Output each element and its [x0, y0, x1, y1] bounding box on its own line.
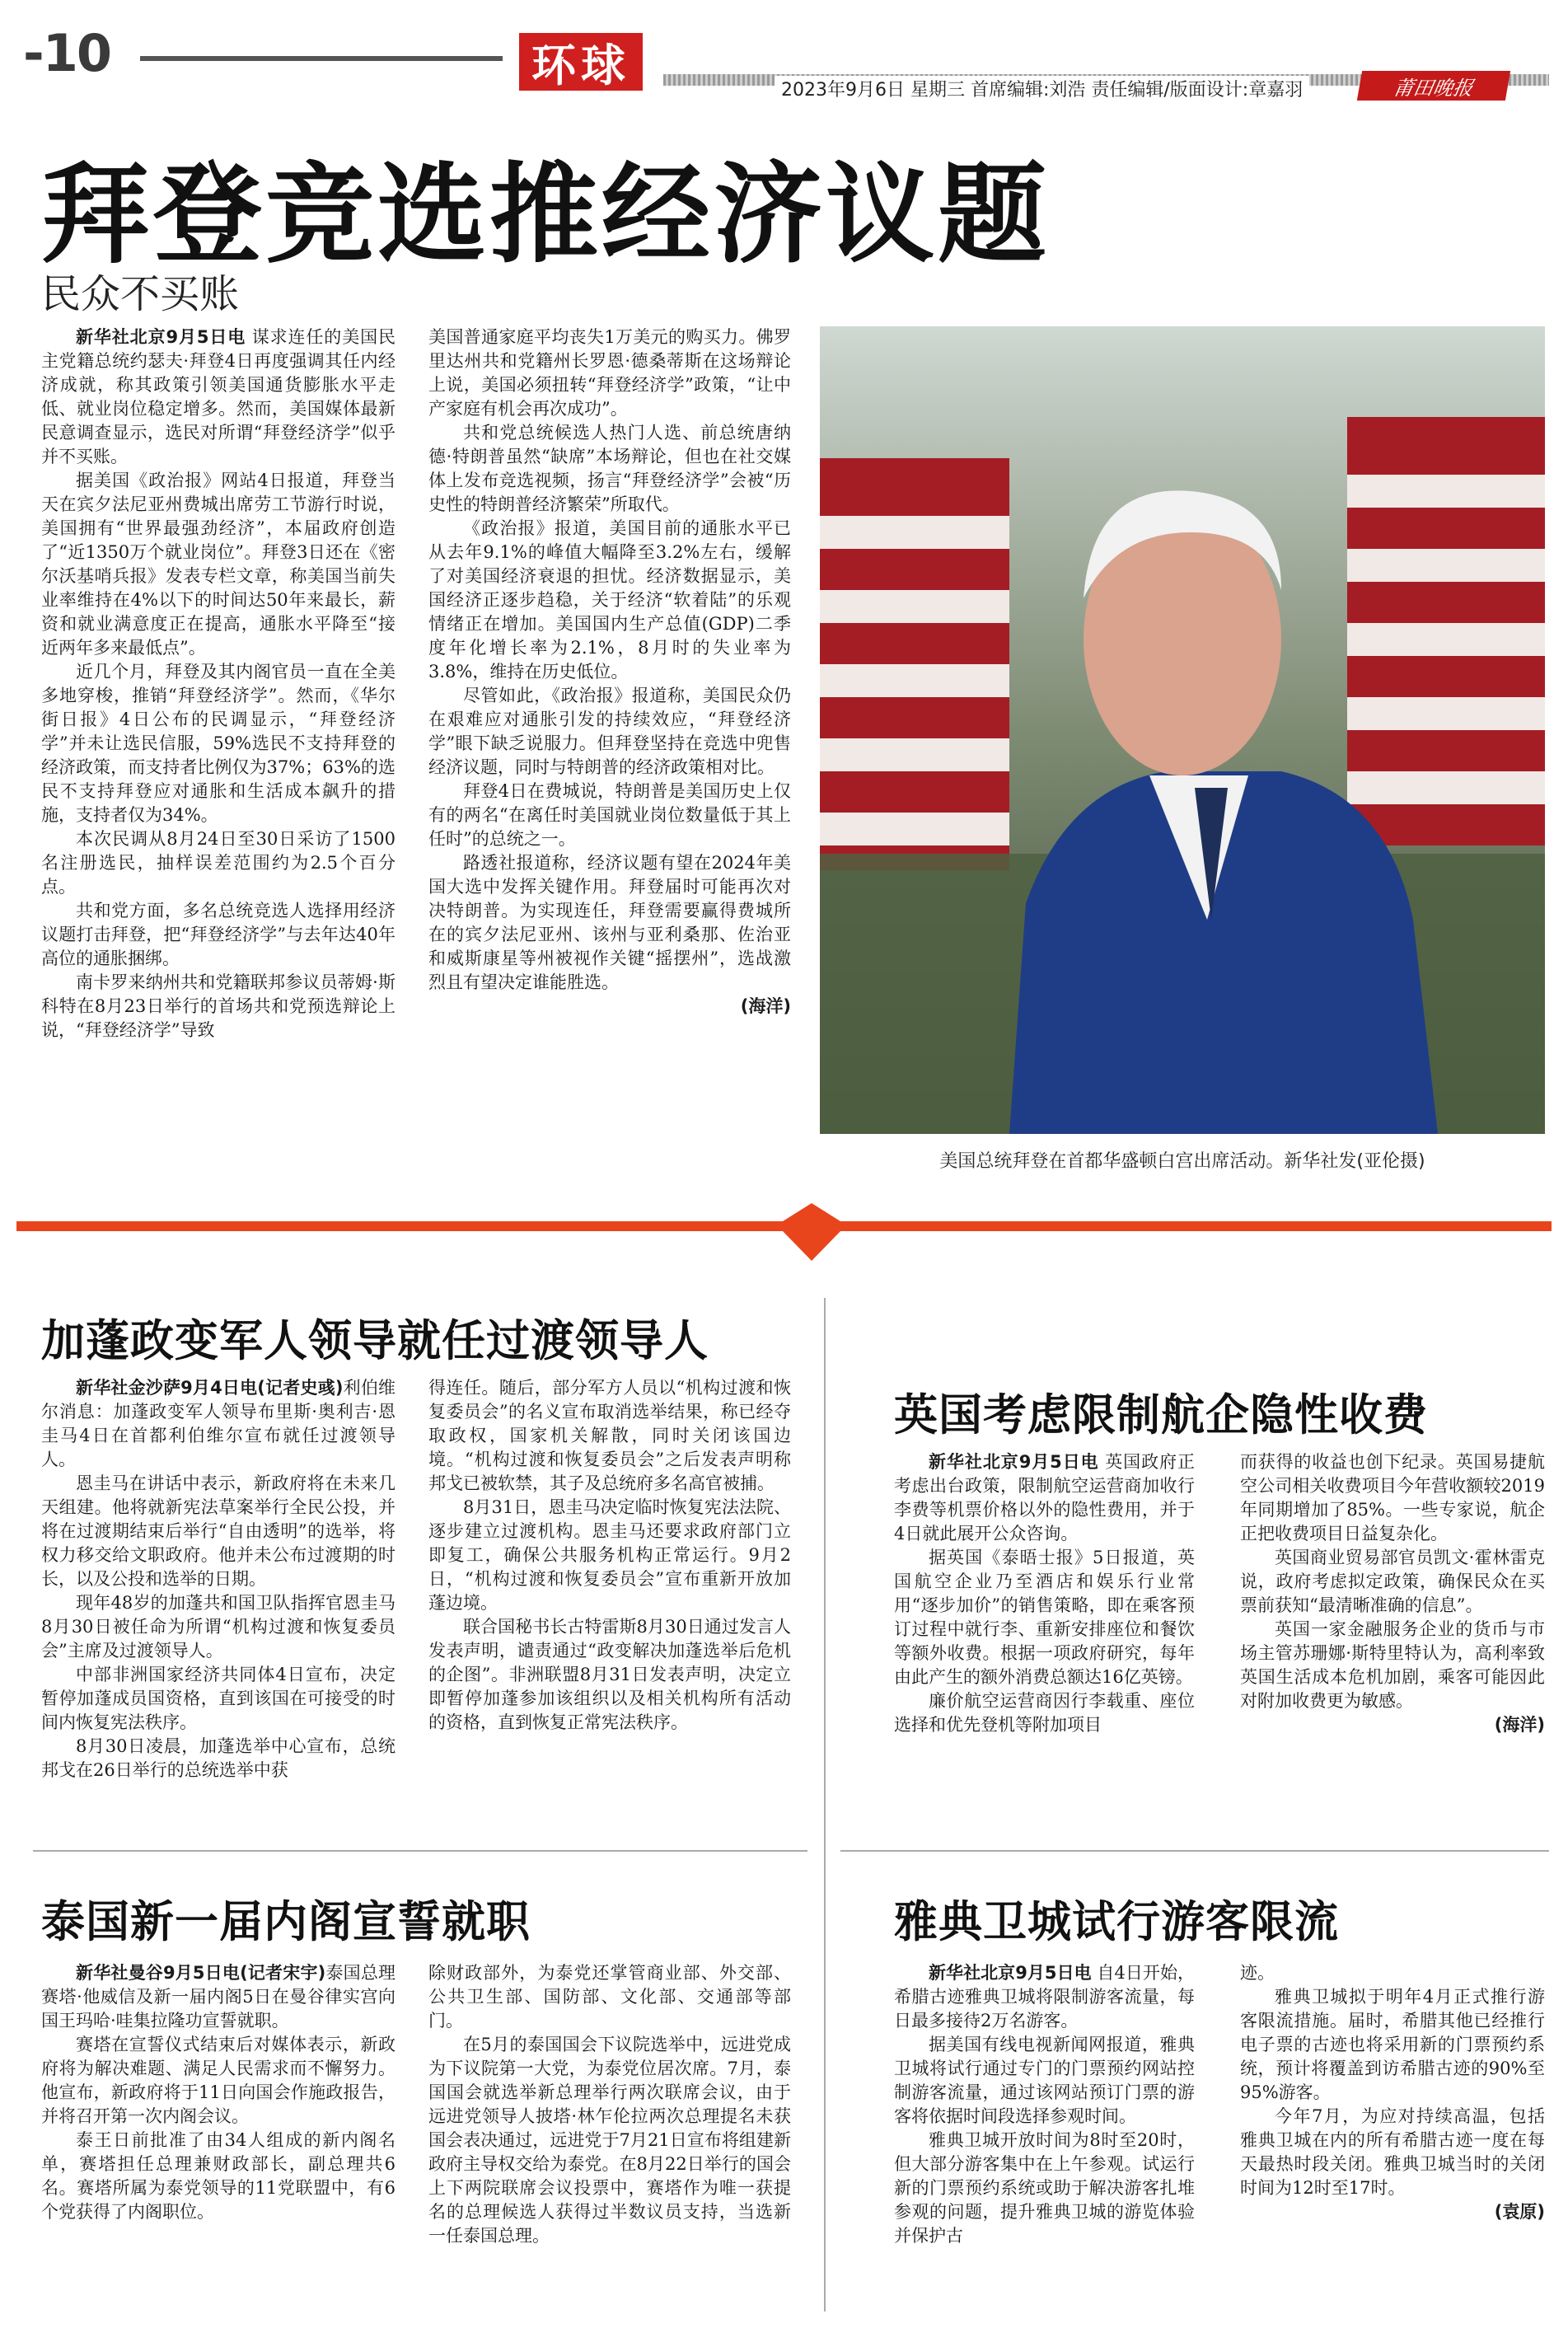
header-rule [140, 56, 503, 61]
lead-column-1 [41, 326, 396, 1187]
uk-headline: 英国考虑限制航企隐性收费 [894, 1390, 1428, 1440]
paragraph: 本次民调从8月24日至30日采访了1500名注册选民，抽样误差范围约为2.5个百分点。 [41, 829, 396, 897]
uk-column-1 [894, 1450, 1195, 1838]
paragraph: 近几个月，拜登及其内阁官员一直在全美多地穿梭，推销“拜登经济学”。然而，《华尔街日报》4日公布的民调显示，“拜登经济学”并未让选民信服，59%选民不支持拜登的经济政策，而支持者比例仅为37%；63%的选民不支持拜登应对通胀和生活成本飙升的措施，支持者仅为34%。 [41, 662, 396, 825]
lead-column-2 [428, 326, 791, 1187]
paragraph: 今年7月，为应对持续高温，包括雅典卫城在内的所有希腊古迹一度在每天最热时段关闭。雅典卫城当时的关闭时间为12时至17时。 [1240, 2106, 1545, 2198]
gabon-dateline: 新华社金沙萨9月4日电(记者史彧) [76, 1378, 344, 1398]
gabon-headline: 加蓬政变军人领导就任过渡领导人 [41, 1316, 709, 1366]
athens-column-1 [894, 1961, 1195, 2316]
gabon-column-1 [41, 1376, 396, 1838]
athens-headline: 雅典卫城试行游客限流 [894, 1897, 1339, 1947]
lead-photo [820, 326, 1545, 1134]
paragraph: 据英国《泰晤士报》5日报道，英国航空企业乃至酒店和娱乐行业常用“逐步加价”的销售策略，即在乘客预订过程中就行李、重新安排座位和餐饮等额外收费。根据一项政府研究，每年由此产生的额外消费总额达16亿英镑。 [894, 1548, 1195, 1687]
paragraph: 现年48岁的加蓬共和国卫队指挥官恩圭马8月30日被任命为所谓“机构过渡和恢复委员会”主席及过渡领导人。 [41, 1593, 396, 1661]
paragraph: 尽管如此，《政治报》报道称，美国民众仍在艰难应对通胀引发的持续效应，“拜登经济学”眼下缺乏说服力。但拜登坚持在竞选中兜售经济议题，同时与特朗普的经济政策相对比。 [428, 686, 791, 777]
paragraph: 美国普通家庭平均丧失1万美元的购买力。佛罗里达州共和党籍州长罗恩·德桑蒂斯在这场辩论上说，美国必须扭转“拜登经济学”政策，“让中产家庭有机会再次成功”。 [428, 327, 791, 419]
flag-right [1347, 417, 1545, 845]
header-info: 2023年9月6日 星期三 首席编辑:刘浩 责任编辑/版面设计:章嘉羽 [775, 76, 1309, 101]
paragraph: 雅典卫城拟于明年4月正式推行游客限流措施。届时，希腊其他已经推行电子票的古迹也将采用新的门票预约系统，预计将覆盖到访希腊古迹的90%至95%游客。 [1240, 1987, 1545, 2102]
paragraph: 英国商业贸易部官员凯文·霍林雷克说，政府考虑拟定政策，确保民众在买票前获知“最清晰准确的信息”。 [1240, 1548, 1545, 1615]
paragraph: 泰国总理赛塔·他威信及新一届内阁5日在曼谷律实宫向国王玛哈·哇集拉隆功宣誓就职。 [41, 1963, 396, 2031]
paragraph: 8月31日，恩圭马决定临时恢复宪法法院、逐步建立过渡机构。恩圭马还要求政府部门立即复工，确保公共服务机构正常运行。9月2日，“机构过渡和恢复委员会”宣布重新开放加蓬边境。 [428, 1497, 791, 1613]
newspaper-logo: 莆田晚报 [1357, 71, 1510, 101]
paragraph: 迹。 [1240, 1963, 1275, 1983]
column-rule [824, 1298, 826, 2312]
paragraph: 恩圭马在讲话中表示，新政府将在未来几天组建。他将就新宪法草案举行全民公投，并将在过渡期结束后举行“自由透明”的选举，将权力移交给文职政府。他并未公布过渡期的时长，以及公投和选举的日期。 [41, 1473, 396, 1589]
paragraph: 据美国有线电视新闻网报道，雅典卫城将试行通过专门的门票预约网站控制游客流量，通过该网站预订门票的游客将依据时间段选择参观时间。 [894, 2035, 1195, 2126]
section-rule [33, 1850, 807, 1852]
paragraph: 路透社报道称，经济议题有望在2024年美国大选中发挥关键作用。拜登届时可能再次对决特朗普。为实现连任，拜登需要赢得费城所在的宾夕法尼亚州、该州与亚利桑那、佐治亚和威斯康星等州被视作关键“摇摆州”，选战激烈且有望决定谁能胜选。 [428, 853, 791, 992]
paragraph: 共和党总统候选人热门人选、前总统唐纳德·特朗普虽然“缺席”本场辩论，但也在社交媒体上发布竞选视频，扬言“拜登经济学”会被“历史性的特朗普经济繁荣”所取代。 [428, 423, 791, 514]
paragraph: 南卡罗来纳州共和党籍联邦参议员蒂姆·斯科特在8月23日举行的首场共和党预选辩论上说，“拜登经济学”导致 [41, 972, 396, 1040]
paragraph: 《政治报》报道，美国目前的通胀水平已从去年9.1%的峰值大幅降至3.2%左右，缓解了对美国经济衰退的担忧。经济数据显示，美国经济正逐步趋稳，关于经济“软着陆”的乐观情绪正在增加。美国国内生产总值(GDP)二季度年化增长率为2.1%，8月时的失业率为3.8%，维持在历史低位。 [428, 518, 791, 682]
lead-author: (海洋) [740, 996, 791, 1016]
paragraph: 除财政部外，为泰党还掌管商业部、外交部、公共卫生部、国防部、文化部、交通部等部门。 [428, 1963, 791, 2031]
photo-illustration [820, 326, 1545, 1134]
lead-dateline: 新华社北京9月5日电 [76, 327, 246, 347]
paragraph: 泰王日前批准了由34人组成的新内阁名单，赛塔担任总理兼财政部长，副总理共6名。赛塔所属为泰党领导的11党联盟中，有6个党获得了内阁职位。 [41, 2130, 396, 2222]
uk-dateline: 新华社北京9月5日电 [929, 1452, 1099, 1472]
thailand-headline: 泰国新一届内阁宣誓就职 [41, 1897, 531, 1947]
paragraph: 共和党方面，多名总统竞选人选择用经济议题打击拜登，把“拜登经济学”与去年达40年高位的通胀捆绑。 [41, 901, 396, 968]
paragraph: 在5月的泰国国会下议院选举中，远进党成为下议院第一大党，为泰党位居次席。7月，泰国国会就选举新总理举行两次联席会议，由于远进党领导人披塔·林乍伦拉两次总理提名未获国会表决通过，远进党于7月21日宣布将组建新政府主导权交给为泰党。在8月22日举行的国会上下两院联席会议投票中，赛塔作为唯一获提名的总理候选人获得过半数议员支持，当选新一任泰国总理。 [428, 2035, 791, 2246]
thailand-column-1 [41, 1961, 396, 2316]
uk-column-2 [1240, 1450, 1545, 1838]
lead-headline: 拜登竞选推经济议题 [41, 152, 1050, 279]
photo-caption: 美国总统拜登在首都华盛顿白宫出席活动。新华社发(亚伦摄) [939, 1151, 1425, 1172]
flag-left [820, 458, 1009, 870]
section-rule [840, 1850, 1549, 1852]
paragraph: 自4日开始，希腊古迹雅典卫城将限制游客流量，每日最多接待2万名游客。 [894, 1963, 1195, 2031]
paragraph: 雅典卫城开放时间为8时至20时，但大部分游客集中在上午参观。试运行新的门票预约系统或助于解决游客扎堆参观的问题，提升雅典卫城的游览体验并保护古 [894, 2130, 1195, 2246]
gabon-column-2 [428, 1376, 791, 1838]
paragraph: 英国一家金融服务企业的货币与市场主管苏珊娜·斯特里特认为，高利率致英国生活成本危机加剧，乘客可能因此对附加收费更为敏感。 [1240, 1619, 1545, 1711]
lead-subheadline: 民众不买账 [41, 271, 240, 317]
paragraph: 得连任。随后，部分军方人员以“机构过渡和恢复委员会”的名义宣布取消选举结果，称已经夺取政权，国家机关解散，同时关闭该国边境。“机构过渡和恢复委员会”之后发表声明称邦戈已被软禁，其子及总统府多名高官被捕。 [428, 1378, 791, 1493]
athens-column-2 [1240, 1961, 1545, 2316]
uk-author: (海洋) [1494, 1715, 1545, 1735]
thailand-dateline: 新华社曼谷9月5日电(记者宋宇) [76, 1963, 326, 1983]
paragraph: 拜登4日在费城说，特朗普是美国历史上仅有的两名“在离任时美国就业岗位数量低于其上任时”的总统之一。 [428, 781, 791, 849]
athens-author: (袁原) [1494, 2202, 1545, 2222]
paragraph: 而获得的收益也创下纪录。英国易捷航空公司相关收费项目今年营收额较2019年同期增加了85%。一些专家说，航企正把收费项目日益复杂化。 [1240, 1452, 1545, 1543]
athens-dateline: 新华社北京9月5日电 [929, 1963, 1092, 1983]
paragraph: 据美国《政治报》网站4日报道，拜登当天在宾夕法尼亚州费城出席劳工节游行时说，美国拥有“世界最强劲经济”，本届政府创造了“近1350万个就业岗位”。拜登3日还在《密尔沃基哨兵报》发表专栏文章，称美国当前失业率维持在4%以下的时间达50年来最长，薪资和就业满意度正在提高，通胀水平降至“接近两年多来最低点”。 [41, 471, 396, 658]
paragraph: 赛塔在宣誓仪式结束后对媒体表示，新政府将为解决难题、满足人民需求而不懈努力。他宣布，新政府将于11日向国会作施政报告，并将召开第一次内阁会议。 [41, 2035, 396, 2126]
paragraph: 廉价航空运营商因行李载重、座位选择和优先登机等附加项目 [894, 1691, 1195, 1735]
paragraph: 中部非洲国家经济共同体4日宣布，决定暂停加蓬成员国资格，直到该国在可接受的时间内恢复宪法秩序。 [41, 1665, 396, 1732]
page-number: -10 [23, 23, 111, 83]
section-divider-banner [16, 1203, 1552, 1269]
section-label: 环球 [519, 33, 643, 91]
paragraph: 利伯维尔消息：加蓬政变军人领导布里斯·奥利吉·恩圭马4日在首都利伯维尔宣布就任过渡领导人。 [41, 1378, 396, 1469]
paragraph: 英国政府正考虑出台政策，限制航空运营商加收行李费等机票价格以外的隐性费用，并于4日就此展开公众咨询。 [894, 1452, 1195, 1543]
paragraph: 谋求连任的美国民主党籍总统约瑟夫·拜登4日再度强调其任内经济成就，称其政策引领美国通货膨胀水平走低、就业岗位稳定增多。然而，美国媒体最新民意调查显示，选民对所谓“拜登经济学”似乎并不买账。 [41, 327, 396, 466]
paragraph: 联合国秘书长古特雷斯8月30日通过发言人发表声明，谴责通过“政变解决加蓬选举后危机的企图”。非洲联盟8月31日发表声明，决定立即暂停加蓬参加该组织以及相关机构所有活动的资格，直到恢复正常宪法秩序。 [428, 1617, 791, 1732]
paragraph: 8月30日凌晨，加蓬选举中心宣布，总统邦戈在26日举行的总统选举中获 [41, 1736, 396, 1780]
thailand-column-2 [428, 1961, 791, 2316]
